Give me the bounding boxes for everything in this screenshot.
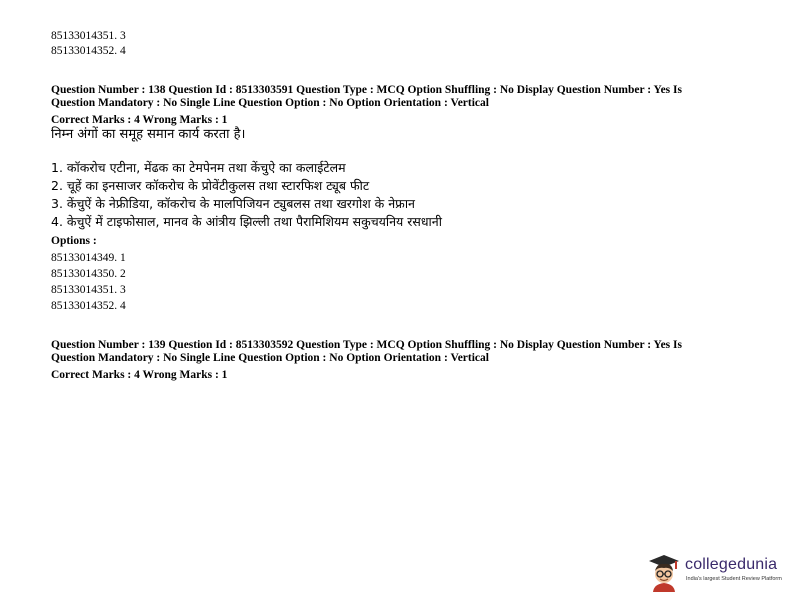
collegedunia-logo bbox=[645, 552, 785, 592]
question-139-header: Question Number : 139 Question Id : 8513303592 Question Type : MCQ Option Shuffling : No Display Question Number : Yes Is bbox=[51, 339, 682, 351]
question-138-text: निम्न अंगों का समूह समान कार्य करता है। bbox=[51, 127, 246, 142]
graduate-mascot-icon bbox=[645, 552, 683, 592]
option-line: 85133014350. 2 bbox=[51, 268, 126, 280]
question-138-item: 4. केचुऐं में टाइफोसाल, मानव के आंत्रीय झिल्ली तथा पैरामिशियम सकुचयनिय रसधानी bbox=[51, 214, 442, 229]
option-line: 85133014349. 1 bbox=[51, 252, 126, 264]
option-line: 85133014352. 4 bbox=[51, 300, 126, 312]
question-138-marks: Correct Marks : 4 Wrong Marks : 1 bbox=[51, 114, 228, 126]
question-139-marks: Correct Marks : 4 Wrong Marks : 1 bbox=[51, 369, 228, 381]
question-138-item: 2. चूहें का इनसाजर कॉकरोच के प्रोवेंटीकुलस तथा स्टारफिश ट्यूब फीट bbox=[51, 178, 370, 193]
question-138-item: 3. केंचुऐं के नेफ्रीडिया, कॉकरोच के मालपिजियन ट्युबलस तथा खरगोश के नेफ्रान bbox=[51, 196, 415, 211]
brand-name: collegedunia bbox=[685, 556, 778, 573]
question-138-header: Question Number : 138 Question Id : 8513303591 Question Type : MCQ Option Shuffling : No Display Question Number : Yes Is bbox=[51, 84, 682, 96]
options-label: Options : bbox=[51, 235, 97, 247]
question-139-header-cont: Question Mandatory : No Single Line Question Option : No Option Orientation : Vertical bbox=[51, 352, 489, 364]
option-line: 85133014351. 3 bbox=[51, 30, 126, 42]
option-line: 85133014351. 3 bbox=[51, 284, 126, 296]
option-line: 85133014352. 4 bbox=[51, 45, 126, 57]
question-138-item: 1. कॉकरोच एटीना, मेंढक का टेमपेनम तथा केंचुऐ का कलाईटेलम bbox=[51, 160, 346, 175]
question-138-header-cont: Question Mandatory : No Single Line Question Option : No Option Orientation : Vertical bbox=[51, 97, 489, 109]
brand-tagline: India's largest Student Review Platform bbox=[686, 576, 782, 582]
